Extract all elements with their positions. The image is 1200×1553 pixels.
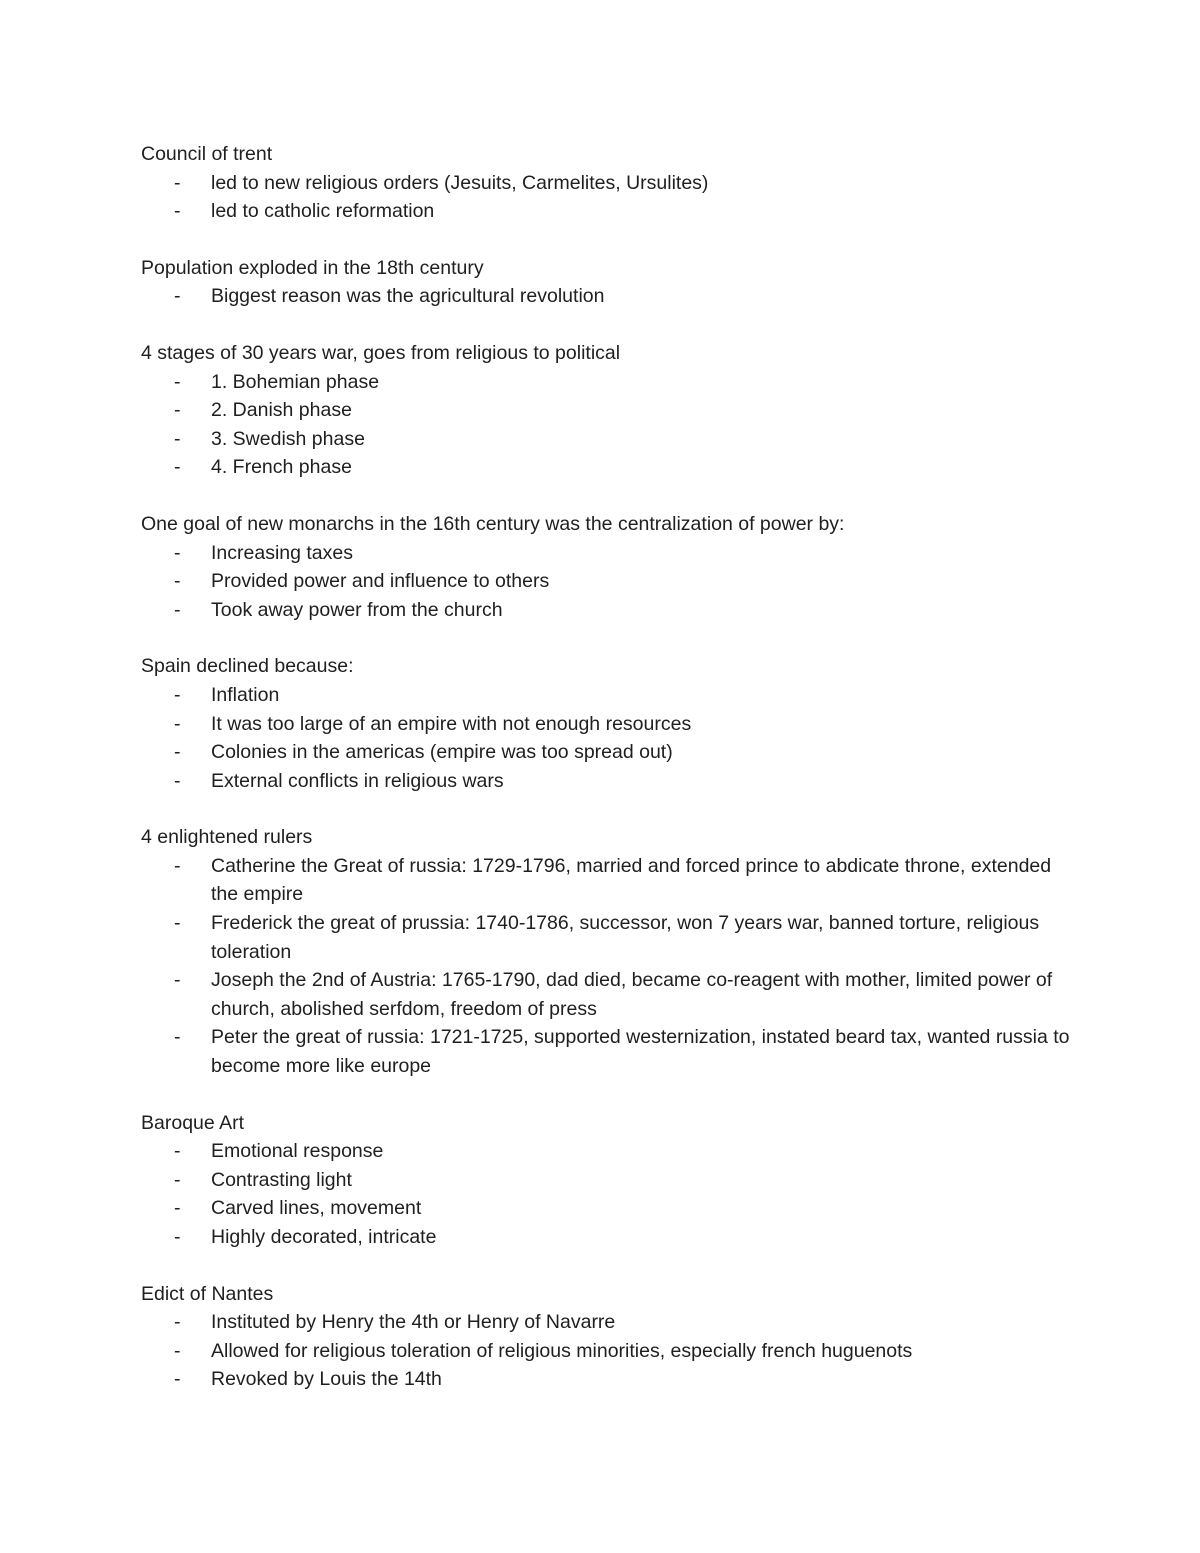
note-section	[141, 1109, 1081, 1252]
list-item-text: led to catholic reformation	[211, 200, 435, 223]
list-item	[141, 1223, 1081, 1252]
list-item	[141, 1308, 1081, 1337]
list-item	[141, 169, 1081, 198]
note-section	[141, 254, 1081, 311]
bullet-dash: -	[174, 712, 181, 735]
bullet-list	[141, 852, 1081, 1081]
bullet-list	[141, 282, 1081, 311]
list-item-text: It was too large of an empire with not enough resources	[211, 712, 692, 735]
bullet-list	[141, 539, 1081, 625]
bullet-list	[141, 169, 1081, 226]
list-item	[141, 596, 1081, 625]
list-item-text: Increasing taxes	[211, 541, 353, 564]
list-item	[141, 539, 1081, 568]
bullet-dash: -	[174, 370, 181, 393]
list-item	[141, 197, 1081, 226]
list-item	[141, 1023, 1081, 1080]
bullet-dash: -	[174, 1226, 181, 1248]
section-heading: Population exploded in the 18th century	[141, 256, 484, 279]
list-item	[141, 767, 1081, 796]
bullet-dash: -	[174, 456, 181, 479]
list-item	[141, 1365, 1081, 1394]
list-item-text: Biggest reason was the agricultural revolution	[211, 285, 605, 308]
list-item-text: Highly decorated, intricate	[211, 1226, 437, 1248]
list-item	[141, 852, 1081, 909]
list-item-text: Contrasting light	[211, 1168, 352, 1191]
list-item-text: Inflation	[211, 683, 280, 706]
list-item-text: 1. Bohemian phase	[211, 370, 380, 393]
bullet-dash: -	[174, 1339, 181, 1362]
bullet-dash: -	[174, 741, 181, 764]
section-heading: Baroque Art	[141, 1111, 244, 1134]
list-item	[141, 396, 1081, 425]
bullet-dash: -	[174, 399, 181, 422]
list-item	[141, 966, 1081, 1023]
bullet-dash: -	[174, 1026, 181, 1049]
list-item	[141, 567, 1081, 596]
list-item	[141, 453, 1081, 482]
bullet-list	[141, 681, 1081, 795]
bullet-dash: -	[174, 1168, 181, 1191]
list-item-text: Revoked by Louis the 14th	[211, 1368, 442, 1391]
document-page	[141, 140, 1081, 1422]
list-item	[141, 1337, 1081, 1366]
list-item	[141, 1166, 1081, 1195]
list-item	[141, 681, 1081, 710]
bullet-dash: -	[174, 1140, 181, 1163]
list-item-text: Joseph the 2nd of Austria: 1765-1790, dad died, became co-reagent with mother, limited power of church, abolished serfdom, freedom of press	[211, 969, 1053, 1020]
section-heading: 4 enlightened rulers	[141, 826, 313, 849]
list-item-text: Carved lines, movement	[211, 1197, 422, 1220]
bullet-dash: -	[174, 570, 181, 593]
list-item	[141, 282, 1081, 311]
bullet-list	[141, 368, 1081, 482]
list-item	[141, 909, 1081, 966]
section-heading: 4 stages of 30 years war, goes from religious to political	[141, 341, 621, 364]
bullet-dash: -	[174, 541, 181, 564]
list-item-text: Provided power and influence to others	[211, 570, 550, 593]
list-item-text: Colonies in the americas (empire was too spread out)	[211, 741, 673, 764]
list-item-text: 2. Danish phase	[211, 399, 352, 422]
section-heading: Spain declined because:	[141, 655, 354, 678]
list-item-text: 3. Swedish phase	[211, 427, 365, 450]
list-item-text: 4. French phase	[211, 456, 352, 479]
list-item	[141, 368, 1081, 397]
bullet-dash: -	[174, 912, 181, 935]
bullet-dash: -	[174, 427, 181, 450]
list-item-text: Instituted by Henry the 4th or Henry of Navarre	[211, 1311, 616, 1334]
bullet-dash: -	[174, 200, 181, 223]
note-section	[141, 823, 1081, 1080]
list-item-text: Emotional response	[211, 1140, 384, 1163]
bullet-dash: -	[174, 1311, 181, 1334]
list-item	[141, 710, 1081, 739]
bullet-dash: -	[174, 969, 181, 992]
bullet-dash: -	[174, 598, 181, 621]
section-heading: One goal of new monarchs in the 16th century was the centralization of power by:	[141, 512, 845, 535]
list-item	[141, 425, 1081, 454]
note-section	[141, 1280, 1081, 1394]
section-heading: Council of trent	[141, 143, 273, 165]
bullet-list	[141, 1137, 1081, 1251]
note-section	[141, 140, 1081, 226]
section-heading: Edict of Nantes	[141, 1282, 274, 1305]
note-section	[141, 652, 1081, 795]
list-item-text: Catherine the Great of russia: 1729-1796, married and forced prince to abdicate throne, extended the empire	[211, 854, 1052, 906]
bullet-dash: -	[174, 1197, 181, 1220]
bullet-dash: -	[174, 683, 181, 706]
bullet-dash: -	[174, 854, 181, 877]
list-item	[141, 1137, 1081, 1166]
list-item-text: Took away power from the church	[211, 598, 503, 621]
bullet-dash: -	[174, 769, 181, 792]
note-section	[141, 339, 1081, 482]
list-item-text: Frederick the great of prussia: 1740-1786, successor, won 7 years war, banned torture, religious toleration	[211, 912, 1040, 963]
list-item	[141, 1194, 1081, 1223]
list-item-text: Peter the great of russia: 1721-1725, supported westernization, instated beard tax, wanted russia to become more like europe	[211, 1026, 1070, 1078]
bullet-dash: -	[174, 1368, 181, 1391]
list-item	[141, 738, 1081, 767]
list-item-text: led to new religious orders (Jesuits, Carmelites, Ursulites)	[211, 171, 709, 194]
bullet-dash: -	[174, 171, 181, 194]
bullet-dash: -	[174, 285, 181, 308]
list-item-text: External conflicts in religious wars	[211, 769, 504, 792]
note-section	[141, 510, 1081, 624]
bullet-list	[141, 1308, 1081, 1394]
list-item-text: Allowed for religious toleration of religious minorities, especially french huguenots	[211, 1339, 913, 1362]
